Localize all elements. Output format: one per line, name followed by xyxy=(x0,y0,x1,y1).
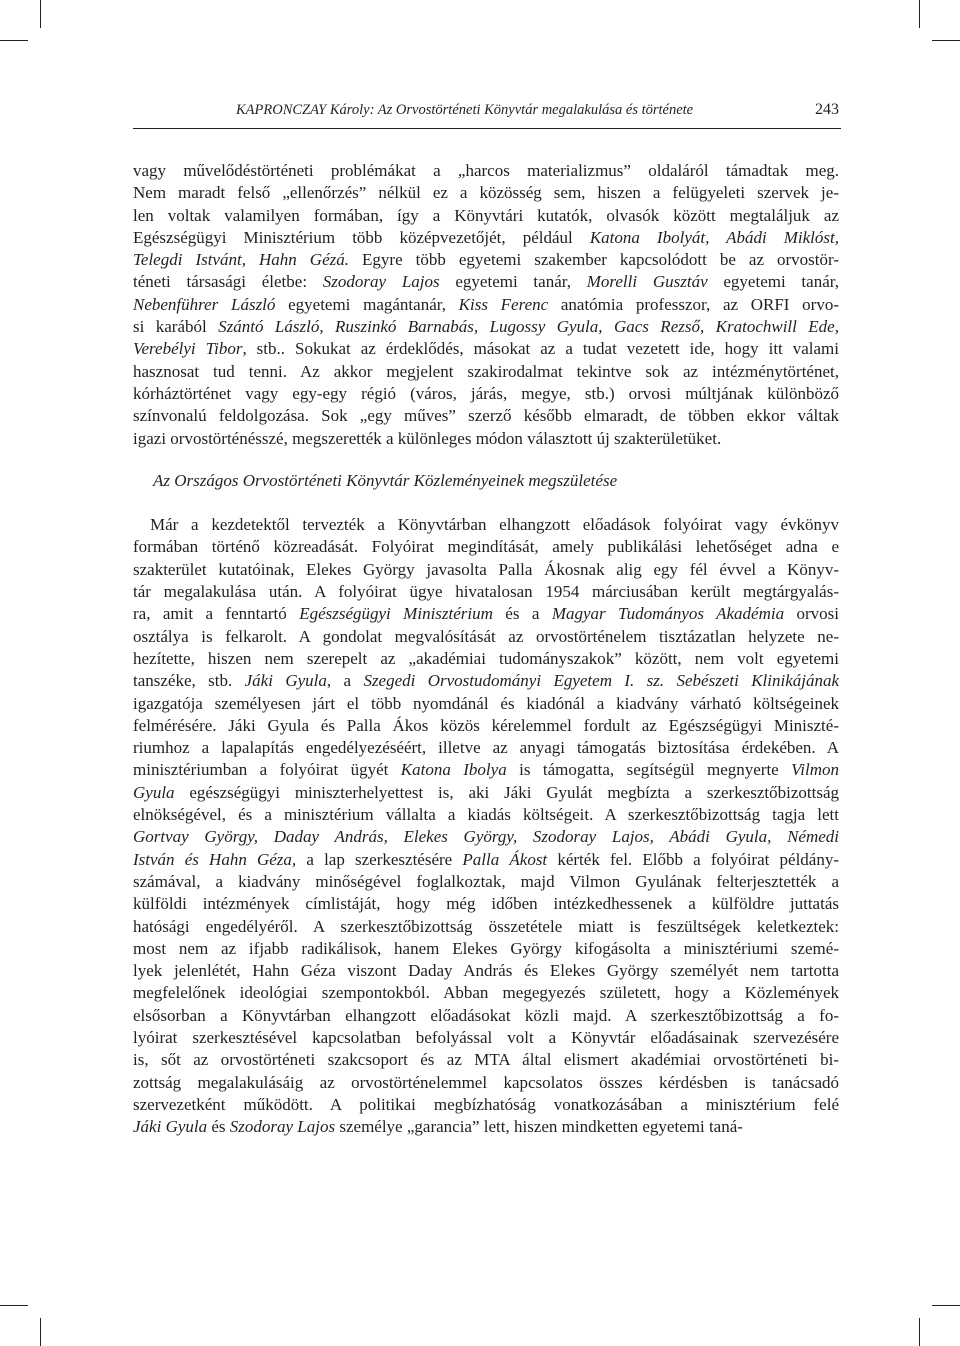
text-line xyxy=(133,294,839,316)
text-line xyxy=(133,804,839,826)
text-line xyxy=(133,737,839,759)
italic-name-run: Szántó László, Ruszinkó Barnabás, Lugossy Gyula, Gacs Rezső, Kratochwill Ede, xyxy=(218,317,839,337)
text-run: osztálya is felkarolt. A gondolat megvalósítását az orvostörténelem tisztázatlan helyzete ne- xyxy=(133,626,839,646)
text-line xyxy=(133,205,839,227)
italic-name-run: Telegdi Istvánt, Hahn Gézá. xyxy=(133,250,349,270)
text-line xyxy=(133,514,839,536)
text-run: tár megalakulása után. A folyóirat ügye hivatalosan 1954 márciusában került megtárgyalás- xyxy=(133,582,839,602)
text-run: igazi orvostörténésszé, megszerették a különleges módon választott új szakterületüket. xyxy=(133,428,722,448)
text-run: egyetemi magántanár, xyxy=(275,294,459,314)
text-run: megfelelőnek ideológiai szempontokból. Abban megegyezés született, hogy a Közlemények xyxy=(133,983,839,1003)
italic-name-run: Egészségügyi Minisztérium xyxy=(299,604,493,624)
text-run: Már a kezdetektől tervezték a Könyvtárban elhangzott előadások folyóirat vagy évkönyv xyxy=(150,515,839,535)
text-run: és a xyxy=(492,604,552,624)
text-run: vagy művelődéstörténeti problémákat a „harcos materializmus” oldaláról támadtak meg. xyxy=(133,161,839,180)
crop-mark-top-left-horizontal xyxy=(0,40,28,41)
text-line xyxy=(133,871,839,893)
text-run: orvosi xyxy=(784,604,839,624)
italic-name-run: Szodoray Lajos xyxy=(322,272,440,292)
text-run: kórháztörténet vagy egy-egy régió (város, járás, megye, stb.) orvosi múltjának különböző xyxy=(133,383,839,403)
text-line xyxy=(133,160,839,182)
text-run: számával, a kiadvány minőségével foglalkoztak, majd Vilmon Gyulának felterjesztették a xyxy=(133,871,839,891)
text-line xyxy=(133,893,839,915)
text-line xyxy=(133,361,839,383)
italic-name-run: Palla Ákost xyxy=(462,849,548,869)
paragraph-2 xyxy=(133,514,839,1138)
crop-mark-top-right-horizontal xyxy=(932,40,960,41)
text-run: színvonalú feldolgozása. Sok „egy műves” szerző később elmaradt, de többen ekkor váltak xyxy=(133,406,839,426)
text-run: lyóirat szerkesztésével kapcsolatban befolyással volt a Könyvtár előadásainak szervezésére xyxy=(133,1027,839,1047)
text-run: , stb.. Sokukat az érdeklődés, másokat az a tudat vezetett ide, hogy itt valami xyxy=(242,339,839,359)
text-run: szakterület kutatóinak, Elekes György javasolta Palla Ákosnak alig egy fél évvel a Könyv- xyxy=(133,559,839,579)
text-run: szervezetként működött. A politikai megbízhatóság vonatkozásában a minisztérium felé xyxy=(133,1094,839,1114)
text-run: felmérésére. Jáki Gyula és Palla Ákos közös kérelemmel fordult az Egészségügyi Miniszté- xyxy=(133,715,839,735)
text-run: és xyxy=(207,1117,230,1137)
italic-name-run: Verebélyi Tibor xyxy=(133,339,243,359)
text-run: külföldi intézmények címlistáját, hogy még időben intézkedhessenek a külföldre juttatás xyxy=(133,894,839,914)
text-line xyxy=(133,670,839,692)
italic-name-run: Kiss Ferenc xyxy=(458,294,549,314)
text-line xyxy=(133,559,839,581)
text-line xyxy=(133,826,839,848)
text-run: Egyre több egyetemi szakember kapcsolódott be az orvostör- xyxy=(349,250,839,270)
text-run: Egészségügyi Minisztérium több középvezetőjét, például xyxy=(133,227,590,247)
text-line xyxy=(133,715,839,737)
italic-name-run: Morelli Gusztáv xyxy=(586,272,708,292)
crop-mark-bottom-right-vertical xyxy=(919,1318,920,1346)
text-run: most nem az ifjabb radikálisok, hanem Elekes György kifogásolta a minisztériumi szemé- xyxy=(133,938,839,958)
text-run: ra, amit a fenntartó xyxy=(133,604,300,624)
article-body xyxy=(133,160,839,1138)
text-line xyxy=(133,1049,839,1071)
paragraph-1 xyxy=(133,160,839,450)
text-line xyxy=(133,960,839,982)
text-line xyxy=(133,1005,839,1027)
text-run: kérték fel. Előbb a folyóirat példány- xyxy=(547,849,839,869)
text-line xyxy=(133,581,839,603)
running-header xyxy=(133,98,841,129)
text-line xyxy=(133,938,839,960)
text-run: si karából xyxy=(133,317,219,337)
crop-mark-bottom-left-vertical xyxy=(40,1318,41,1346)
text-line xyxy=(133,227,839,249)
text-line xyxy=(133,1094,839,1116)
text-line xyxy=(133,249,839,271)
text-line xyxy=(133,316,839,338)
text-run: egyetemi tanár, xyxy=(707,272,839,292)
text-line xyxy=(133,982,839,1004)
text-line xyxy=(133,383,839,405)
italic-name-run: Gyula xyxy=(133,782,175,802)
text-run: egyetemi tanár, xyxy=(439,272,587,292)
section-title: Az Országos Orvostörténeti Könyvtár Közleményeinek megszületése xyxy=(153,470,618,490)
text-line xyxy=(133,182,839,204)
text-line xyxy=(133,1072,839,1094)
text-run: elnökségével, és a minisztérium vállalta a kiadás költségeit. A szerkesztőbizottság tagja lett xyxy=(133,805,839,825)
text-run: is, sőt az orvostörténeti szakcsoport és az MTA által elismert akadémiai orvostörténeti bi- xyxy=(133,1050,839,1070)
italic-name-run: Gortvay György, Daday András, Elekes György, Szodoray Lajos, Abádi Gyula, Némedi xyxy=(133,827,839,847)
italic-name-run: Szegedi Orvostudományi Egyetem I. sz. Sebészeti Klinikájának xyxy=(363,671,839,691)
section-heading xyxy=(133,470,839,492)
text-line xyxy=(133,603,839,625)
text-run: elsősorban a Könyvtárban elhangzott előadásokat közli majd. A szerkesztőbizottság a fo- xyxy=(133,1005,839,1025)
text-run: a lap szerkesztésére xyxy=(296,849,463,869)
text-run: téneti társasági életbe: xyxy=(133,272,323,292)
text-line xyxy=(133,338,839,360)
text-line xyxy=(133,626,839,648)
text-run: Nem maradt felső „ellenőrzés” nélkül ez a közösség sem, hiszen a felügyeleti szervek je- xyxy=(133,183,839,203)
italic-name-run: Szodoray Lajos xyxy=(229,1117,336,1137)
text-run: hezítette, hiszen nem szerepelt az „akadémiai tudományszakok” között, nem volt egyetemi xyxy=(133,648,839,668)
text-line xyxy=(133,1116,839,1138)
text-line xyxy=(133,1027,839,1049)
italic-name-run: Jáki Gyula xyxy=(244,671,327,691)
italic-name-run: Nebenführer László xyxy=(133,294,276,314)
italic-name-run: Jáki Gyula xyxy=(133,1117,208,1137)
text-line xyxy=(133,693,839,715)
italic-name-run: István és Hahn Géza, xyxy=(133,849,297,869)
text-line xyxy=(133,536,839,558)
crop-mark-bottom-left-horizontal xyxy=(0,1305,28,1306)
text-run: riumhoz a lapalapítás engedélyezéséért, illetve az anyagi támogatás biztosítása érdekében. A xyxy=(133,738,839,758)
text-line xyxy=(133,428,839,450)
text-line xyxy=(133,849,839,871)
italic-name-run: Vilmon xyxy=(791,760,839,780)
text-run: tanszéke, stb. xyxy=(133,671,245,691)
text-run: len voltak valamilyen formában, így a Könyvtári kutatók, olvasók között megtaláljuk az xyxy=(133,205,839,225)
text-run: is támogatta, segítségül megnyerte xyxy=(506,760,792,780)
text-run: minisztériumban a folyóirat ügyét xyxy=(133,760,401,780)
text-run: formában történő közreadását. Folyóirat megindítását, amely publikálási lehetőséget adna e xyxy=(133,537,839,557)
text-run: lyek jelenlétét, Hahn Géza viszont Daday András és Elekes György személyét nem tartotta xyxy=(133,961,839,981)
text-run: egészségügyi miniszterhelyettest is, aki Jáki Gyulát megbízta a szerkesztőbizottság xyxy=(174,782,839,802)
text-run: anatómia professzor, az ORFI orvo- xyxy=(548,294,839,314)
text-run: személye „garancia” lett, hiszen mindketten egyetemi taná- xyxy=(335,1117,743,1137)
crop-mark-top-left-vertical xyxy=(40,0,41,28)
text-run: , a xyxy=(326,671,364,691)
text-line xyxy=(133,271,839,293)
italic-name-run: Katona Ibolya xyxy=(400,760,507,780)
text-line xyxy=(133,648,839,670)
text-run: igazgatója személyesen járt el több nyomdánál és kiadónál a kiadvány várható költségeinek xyxy=(133,693,839,713)
text-line xyxy=(133,782,839,804)
running-title: KAPRONCZAY Károly: Az Orvostörténeti Könyvtár megalakulása és története xyxy=(236,102,694,118)
crop-mark-bottom-right-horizontal xyxy=(932,1305,960,1306)
crop-mark-top-right-vertical xyxy=(919,0,920,28)
page-number: 243 xyxy=(815,101,839,118)
text-line xyxy=(133,916,839,938)
text-run: hasznosat tud tenni. Az akkor megjelent szakirodalmat tekintve sok az intézménytörténet, xyxy=(133,361,839,381)
italic-name-run: Katona Ibolyát, Abádi Miklóst, xyxy=(589,227,839,247)
text-run: zottság megalakulásáig az orvostörténelemmel kapcsolatos összes kérdésben is tanácsadó xyxy=(133,1072,839,1092)
text-line xyxy=(133,405,839,427)
text-line xyxy=(133,759,839,781)
italic-name-run: Magyar Tudományos Akadémia xyxy=(551,604,785,624)
text-run: hatósági engedélyéről. A szerkesztőbizottság összetétele miatt is feszültségek keletkeztek: xyxy=(133,916,839,936)
